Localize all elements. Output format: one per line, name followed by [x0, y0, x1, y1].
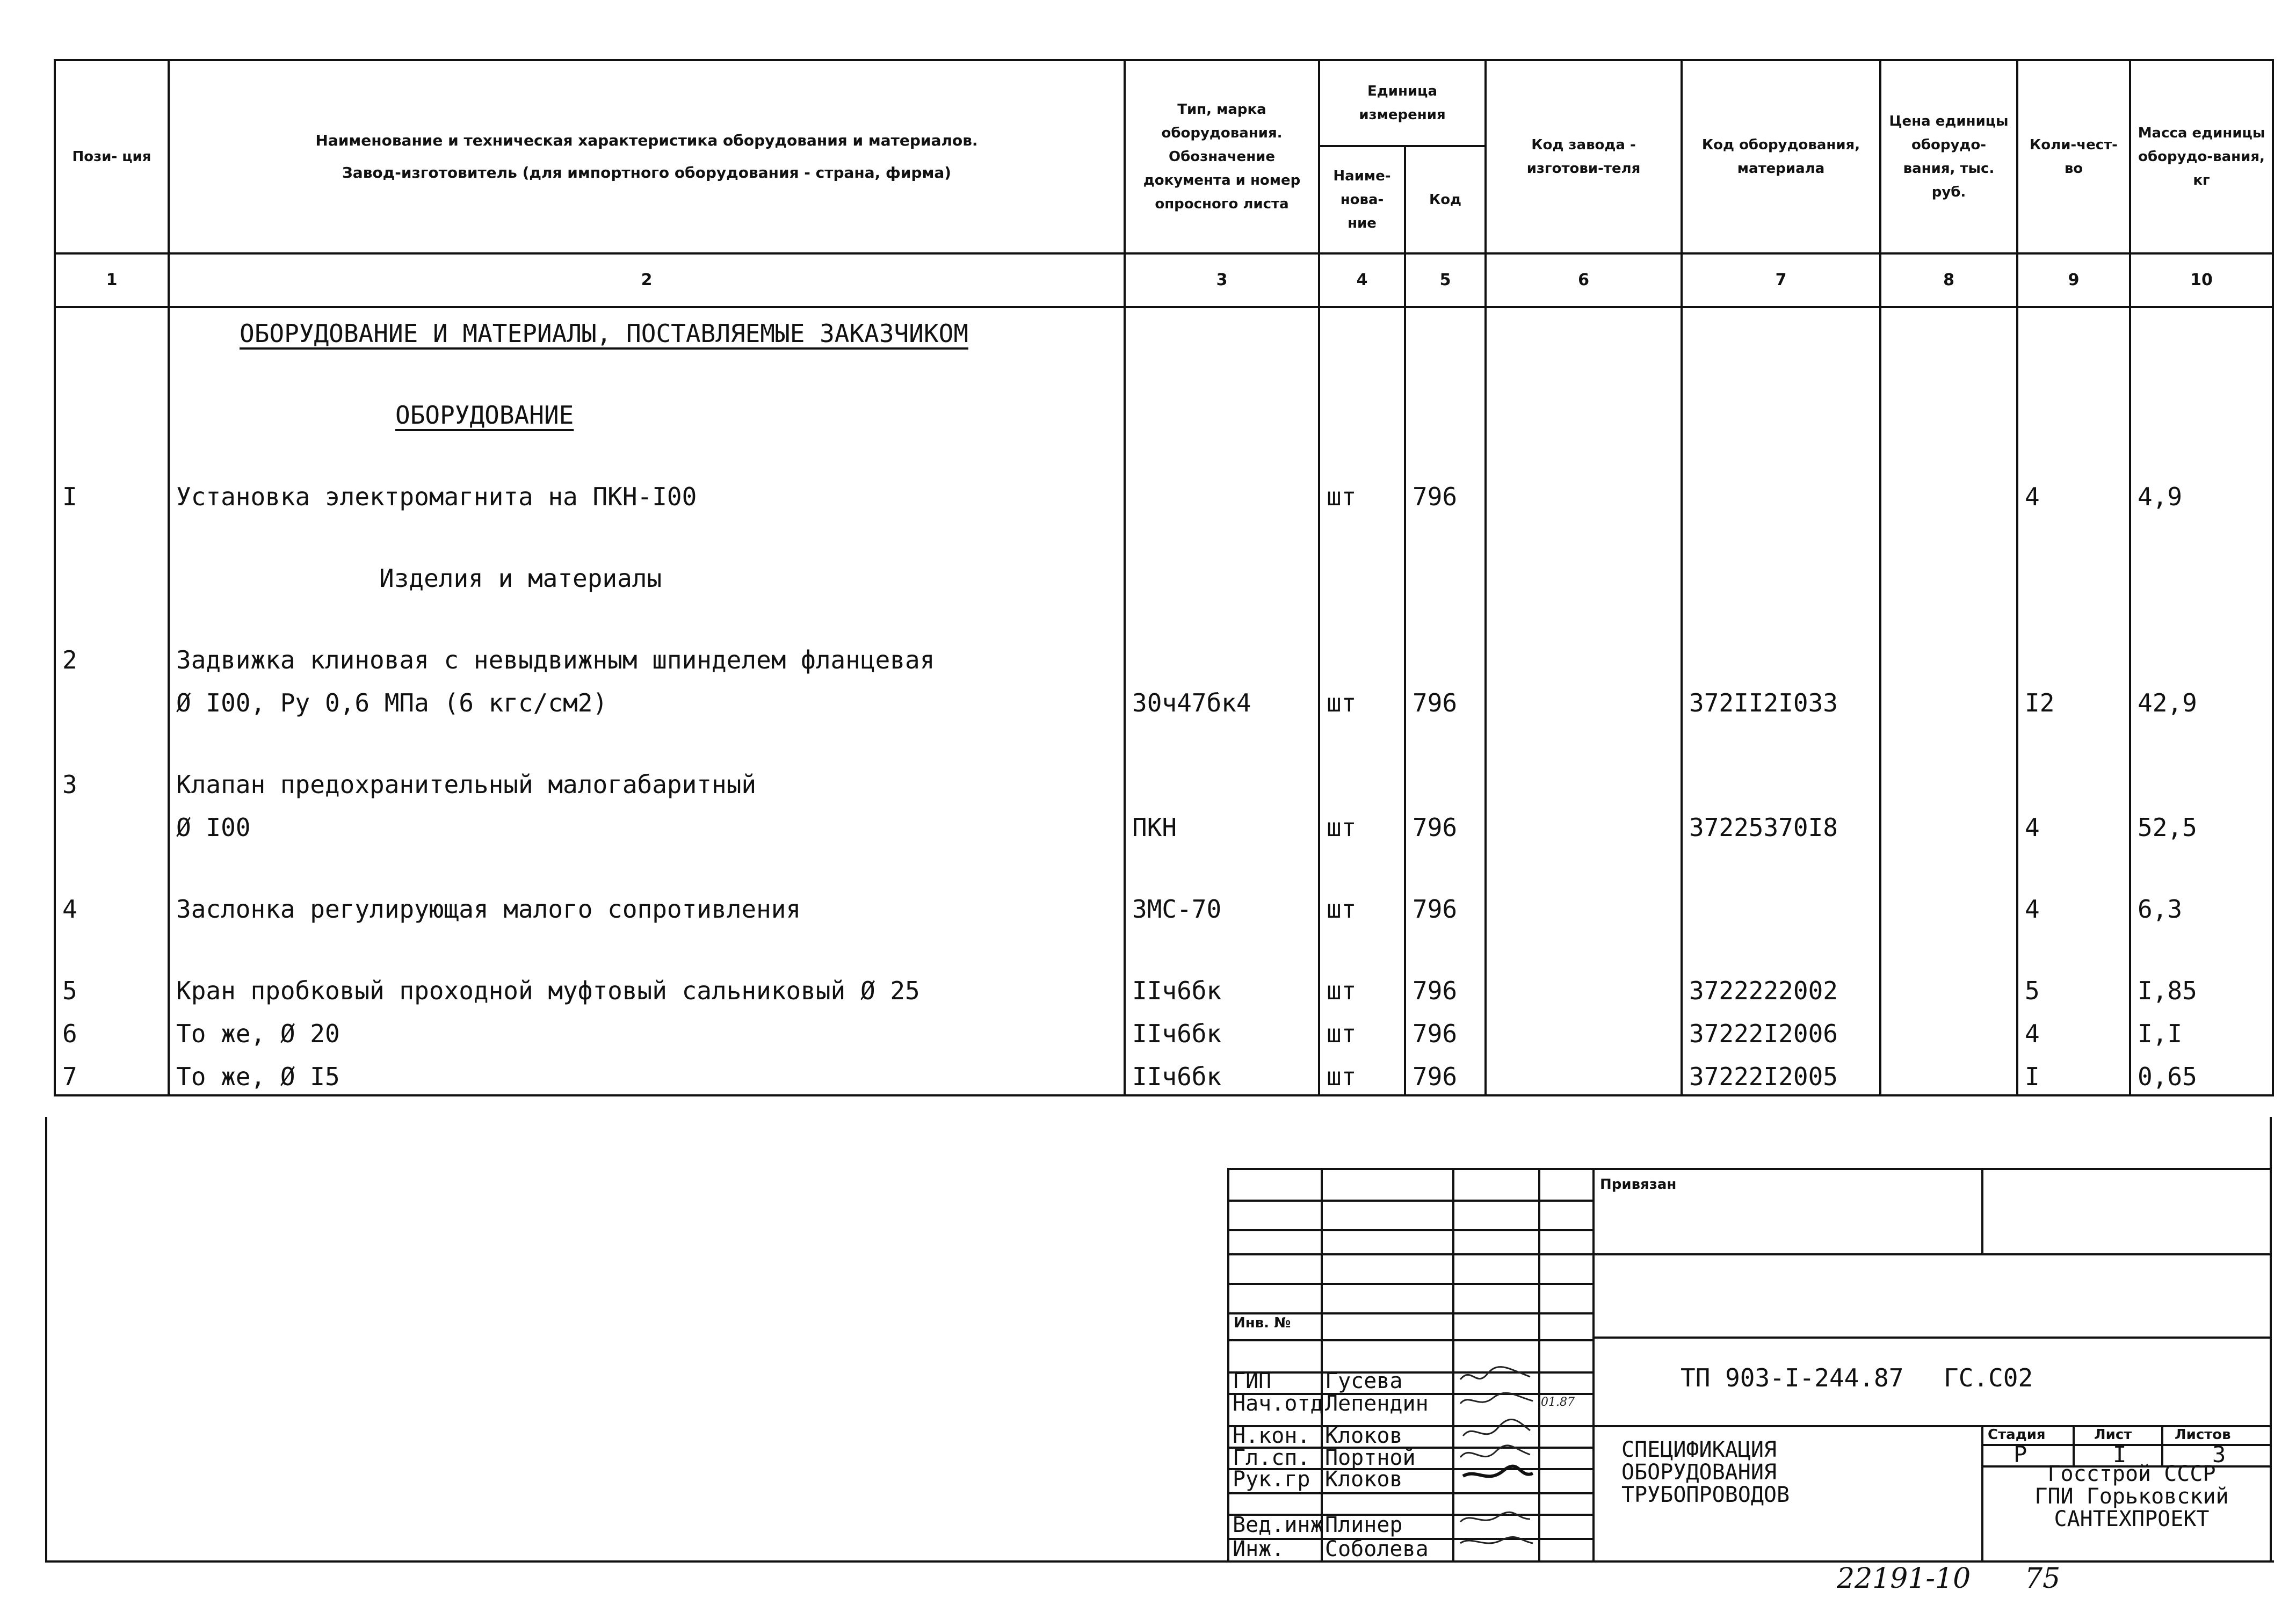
sheet-label: Лист: [2094, 1427, 2132, 1443]
person-name: Клоков: [1325, 1467, 1403, 1492]
role-label: Рук.гр: [1233, 1467, 1310, 1492]
section-title: ОБОРУДОВАНИЕ И МАТЕРИАЛЫ, ПОСТАВЛЯЕМЫЕ ЗАКАЗЧИКОМ: [169, 307, 1125, 351]
table-row: 4 Заслонка регулирующая малого сопротивления ЗМС-70 шт 796 4 6,3: [55, 884, 2273, 927]
sheets-label: Листов: [2175, 1427, 2231, 1443]
sheet-value: I: [2113, 1441, 2127, 1468]
header-factory-code: Код завода - изготови-теля: [1486, 60, 1682, 253]
table-row: 7 То же, Ø I5 IIч6бк шт 796 37222I2005 I 0,65: [55, 1051, 2273, 1095]
stage-value: Р: [2013, 1441, 2027, 1468]
column-number: 6: [1486, 253, 1682, 307]
table-row: 6 То же, Ø 20 IIч6бк шт 796 37222I2006 4 I,I: [55, 1008, 2273, 1051]
title-block: [1227, 1168, 2272, 1563]
document-title: СПЕЦИФИКАЦИЯ ОБОРУДОВАНИЯ ТРУБОПРОВОДОВ: [1621, 1437, 1790, 1507]
header-name: [169, 60, 1125, 253]
column-number: 7: [1682, 253, 1880, 307]
column-number: 4: [1319, 253, 1405, 307]
sheet-code: ГС.С02: [1944, 1363, 2033, 1392]
role-label: Гл.сп.: [1233, 1446, 1310, 1470]
header-equipment-code: Код оборудования, материала: [1682, 60, 1880, 253]
bound-label: Привязан: [1600, 1176, 1677, 1193]
role-label: ГИП: [1233, 1369, 1272, 1393]
table-row: Ø I00 ПКН шт 796 37225370I8 4 52,5: [55, 802, 2273, 845]
column-number: 9: [2017, 253, 2130, 307]
stage-label: Стадия: [1988, 1427, 2046, 1443]
table-row: Ø I00, Ру 0,6 МПа (6 кгс/см2) 30ч47бк4 шт 796 372II2I033 I2 42,9: [55, 678, 2273, 721]
role-label: Инж.: [1233, 1537, 1285, 1561]
doc-code: ТП 903-I-244.87: [1681, 1363, 1904, 1392]
column-number: 8: [1880, 253, 2017, 307]
role-label: Нач.отд: [1233, 1391, 1323, 1416]
person-name: Плинер: [1325, 1513, 1403, 1537]
column-number: 2: [169, 253, 1125, 307]
footer-page: 75: [2025, 1563, 2061, 1595]
column-number: 5: [1405, 253, 1486, 307]
person-name: Гусева: [1325, 1369, 1403, 1393]
person-name: Лепендин: [1325, 1391, 1429, 1416]
subsection-materials: Изделия и материалы: [169, 553, 1125, 596]
header-quantity: Коли-чест-во: [2017, 60, 2130, 253]
table-row: 3 Клапан предохранительный малогабаритный: [55, 759, 2273, 802]
header-type: Тип, марка оборудования. Обозначение документа и номер опросного листа: [1125, 60, 1319, 253]
person-name: Соболева: [1325, 1537, 1429, 1561]
header-name-line2: Завод-изготовитель (для импортного оборудования - страна, фирма): [342, 164, 952, 181]
inventory-label: Инв. №: [1234, 1315, 1291, 1331]
sheets-value: 3: [2212, 1441, 2226, 1468]
table-row: 2 Задвижка клиновая с невыдвижным шпинделем фланцевая: [55, 635, 2273, 678]
role-label: Н.кон.: [1233, 1423, 1310, 1448]
person-name: Портной: [1325, 1446, 1416, 1470]
frame-left-line: [45, 1117, 47, 1563]
header-unit-code: Код: [1405, 146, 1486, 253]
organization: Госстрой СССР ГПИ Горьковский САНТЕХПРОЕКТ: [2034, 1462, 2229, 1531]
date-value: 01.87: [1541, 1396, 1575, 1409]
header-position: Пози- ция: [55, 60, 169, 253]
header-price: Цена единицы оборудо-вания, тыс. руб.: [1880, 60, 2017, 253]
column-number: 1: [55, 253, 169, 307]
specification-table: [54, 59, 2274, 1096]
column-number: 3: [1125, 253, 1319, 307]
person-name: Клоков: [1325, 1423, 1403, 1448]
header-unit-name: Наиме-нова-ние: [1319, 146, 1405, 253]
header-mass: Масса единицы оборудо-вания, кг: [2130, 60, 2273, 253]
footer-number: 22191-10: [1837, 1563, 1971, 1595]
column-number: 10: [2130, 253, 2273, 307]
signatures-image: [1455, 1363, 1536, 1562]
role-label: Вед.инж: [1233, 1513, 1323, 1537]
header-name-line1: Наименование и техническая характеристика оборудования и материалов.: [315, 132, 978, 149]
table-row: I Установка электромагнита на ПКН-I00 шт 796 4 4,9: [55, 471, 2273, 514]
table-row: 5 Кран пробковый проходной муфтовый сальниковый Ø 25 IIч6бк шт 796 3722222002 5 I,85: [55, 965, 2273, 1008]
subsection-equipment: ОБОРУДОВАНИЕ: [169, 390, 1125, 433]
header-unit-group: Единица измерения: [1319, 60, 1486, 146]
